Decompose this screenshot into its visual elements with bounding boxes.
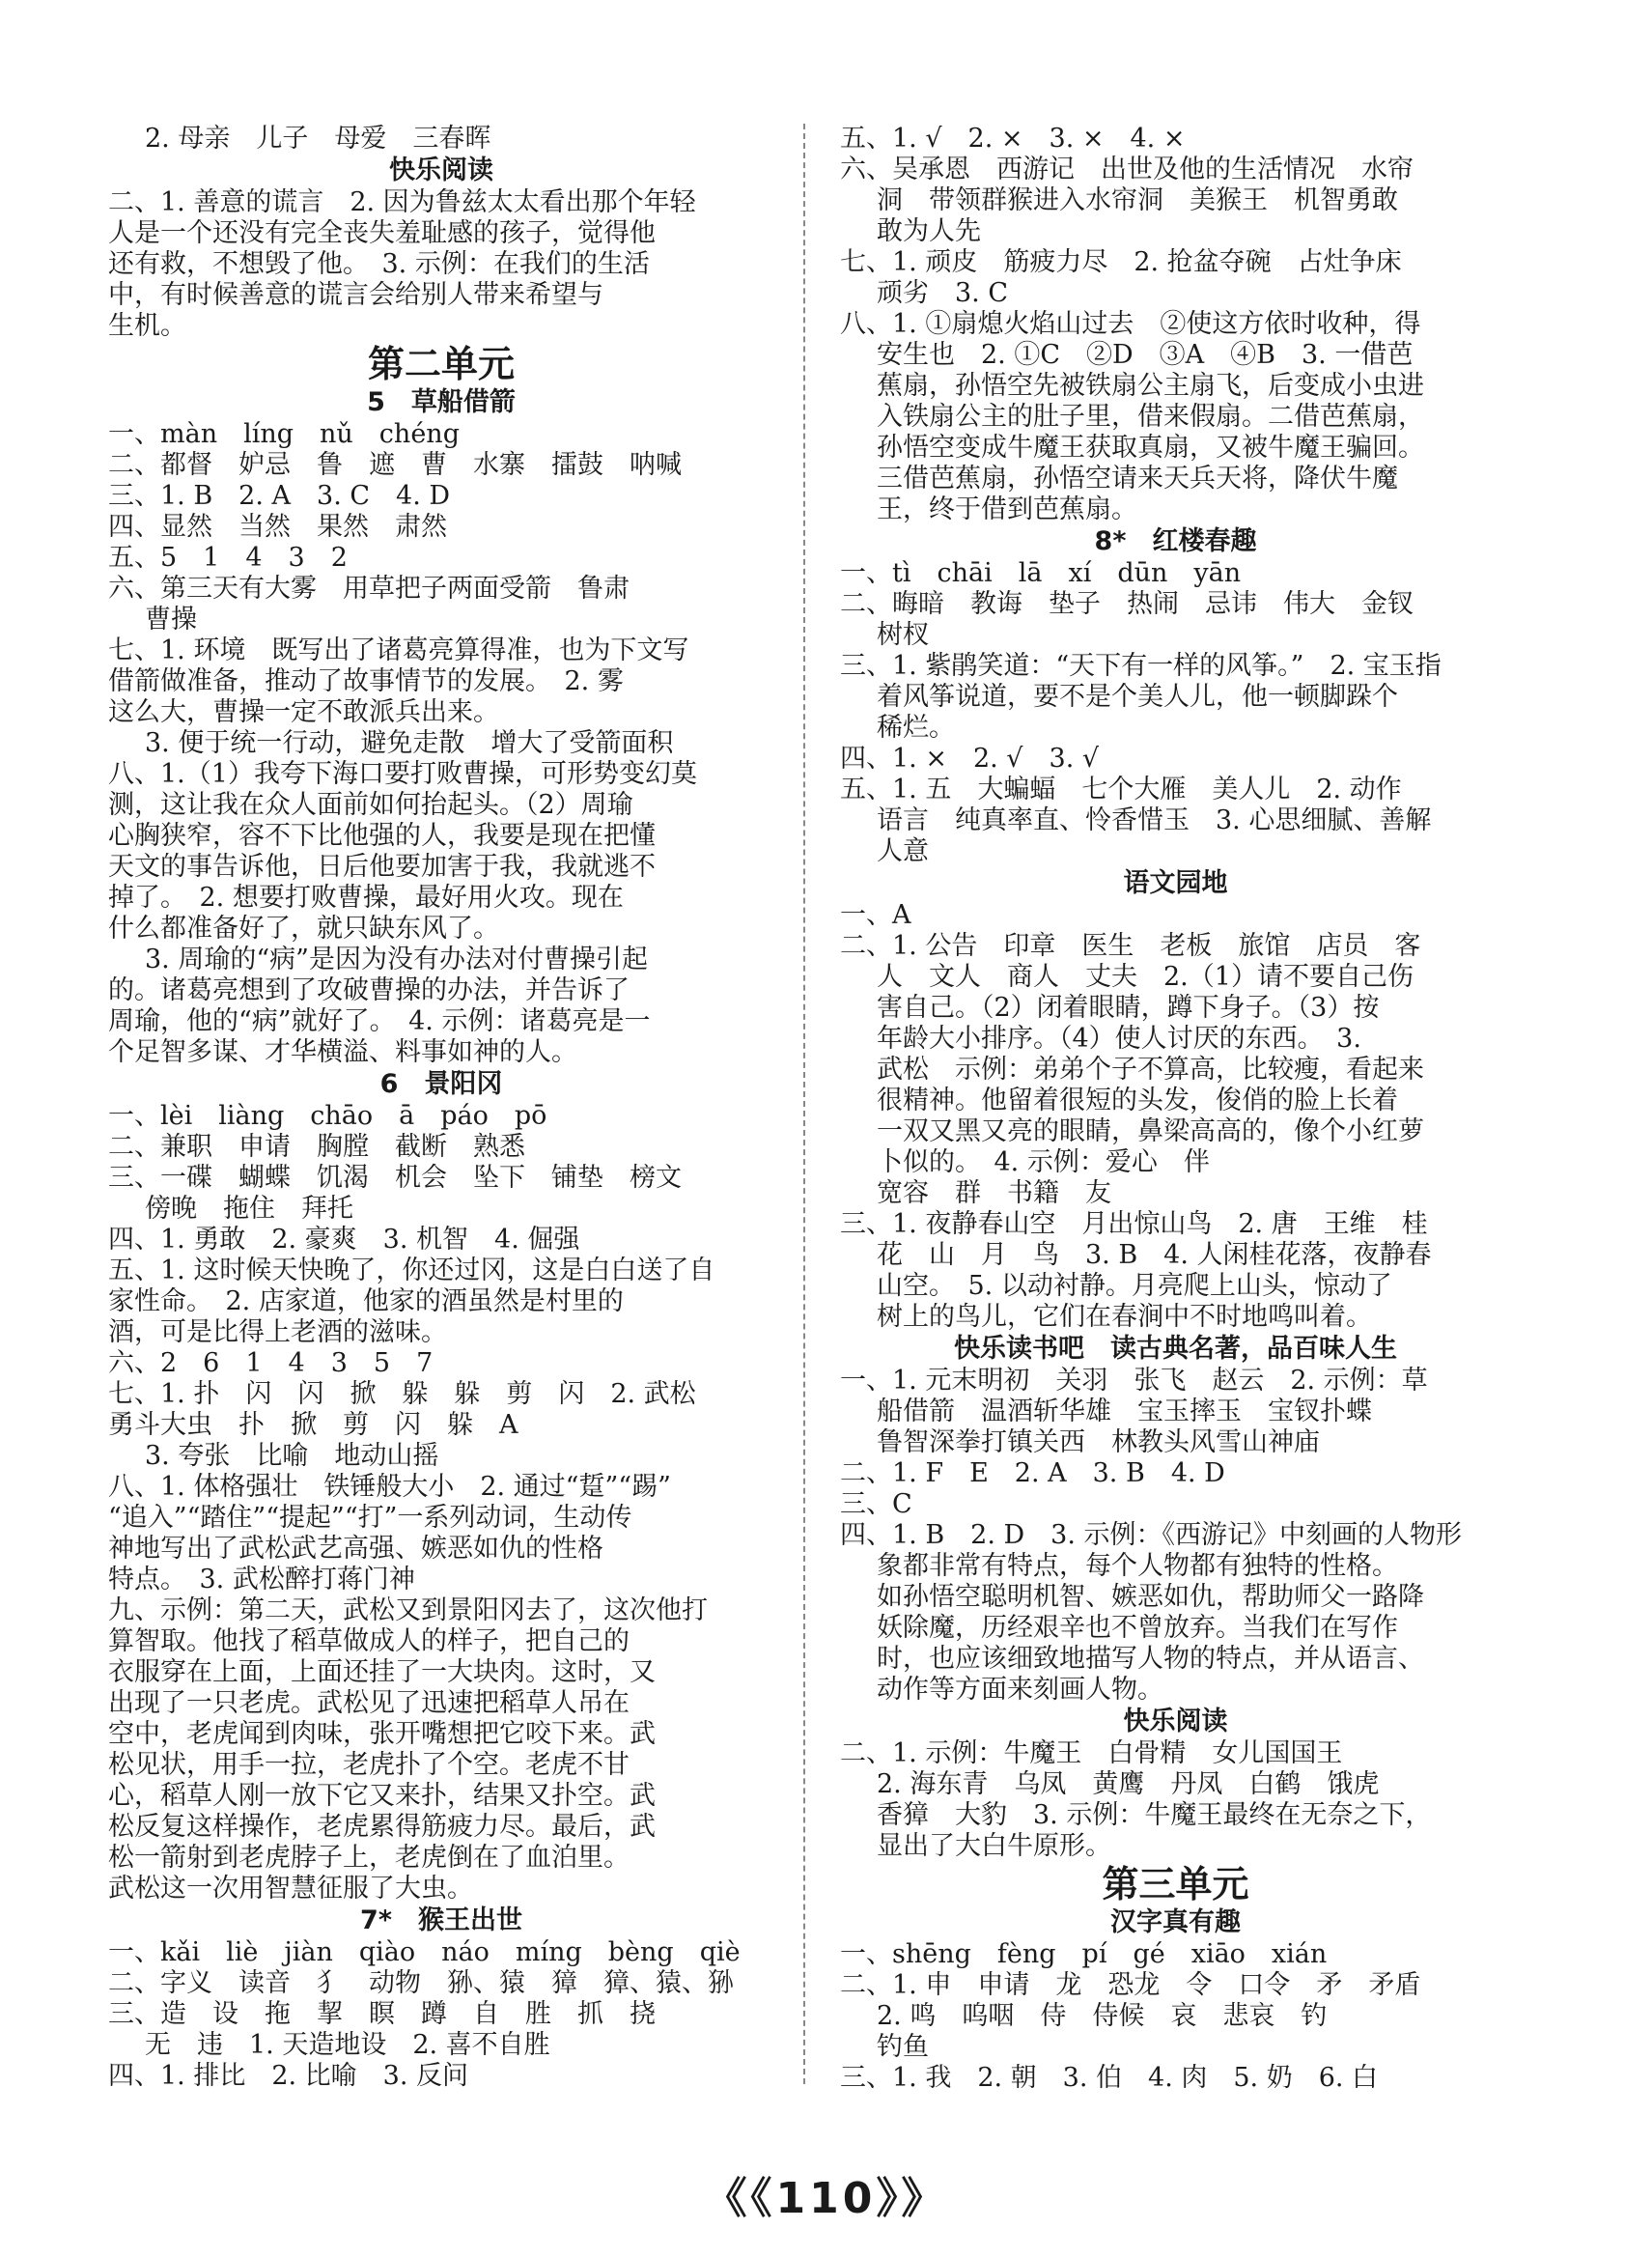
- answer-line: 二、1. 申 申请 龙 恐龙 令 口令 矛 矛盾: [840, 1970, 1421, 2000]
- answer-line: 一、tì chāi lā xí dūn yān: [840, 558, 1242, 588]
- answer-line: 二、都督 妒忌 鲁 遮 曹 水寨 擂鼓 呐喊: [108, 450, 682, 480]
- answer-line: 一、kǎi liè jiàn qiào náo míng bèng qiè: [108, 1937, 741, 1967]
- answer-line: 八、1. ①扇熄火焰山过去 ②使这方依时收种，得: [840, 309, 1421, 339]
- answer-line: 特点。 3. 武松醉打蒋门神: [108, 1565, 415, 1594]
- answer-line: 一、màn líng nǔ chéng: [108, 419, 460, 449]
- answer-line: 山空。 5. 以动衬静。月亮爬上山头，惊动了: [877, 1271, 1392, 1301]
- answer-line: 四、1. 勇敢 2. 豪爽 3. 机智 4. 倔强: [108, 1225, 580, 1255]
- answer-line: 出现了一只老虎。武松见了迅速把稻草人吊在: [108, 1688, 630, 1718]
- answer-line: 显出了大白牛原形。: [877, 1831, 1111, 1861]
- answer-line: 害自己。（2）闭着眼睛，蹲下身子。（3）按: [877, 993, 1380, 1023]
- left-answer-column: [108, 124, 774, 2092]
- answer-line: 五、1. 这时候天快晚了，你还过冈，这是白白送了自: [108, 1255, 715, 1285]
- answer-line: 香獐 大豹 3. 示例：牛魔王最终在无奈之下，: [877, 1800, 1432, 1830]
- section-heading: 8* 红楼春趣: [1094, 526, 1257, 556]
- answer-line: 神地写出了武松武艺高强、嫉恶如仇的性格: [108, 1534, 603, 1564]
- answer-line: 2. 鸣 呜咽 侍 侍候 哀 悲哀 钓: [877, 2001, 1328, 2031]
- answer-line: 王，终于借到芭蕉扇。: [877, 494, 1137, 524]
- answer-line: 稀烂。: [877, 713, 955, 743]
- section-heading: 快乐阅读: [389, 155, 493, 185]
- answer-line: 三、造 设 拖 挈 瞑 蹲 自 胜 抓 挠: [108, 1999, 656, 2029]
- section-heading: 语文园地: [1123, 868, 1228, 898]
- answer-line: 2. 母亲 儿子 母爱 三春晖: [145, 124, 491, 154]
- answer-line: 二、晦暗 教诲 垫子 热闹 忌讳 伟大 金钗: [840, 589, 1414, 619]
- answer-line: 七、1. 顽皮 筋疲力尽 2. 抢盆夺碗 占灶争床: [840, 247, 1402, 277]
- answer-line: 四、1. × 2. √ 3. √: [840, 744, 1100, 774]
- section-heading: 7* 猴王出世: [360, 1905, 522, 1935]
- answer-line: 2. 海东青 乌凤 黄鹰 丹凤 白鹤 饿虎: [877, 1769, 1380, 1799]
- answer-line: 什么都准备好了，就只缺东风了。: [108, 914, 499, 944]
- answer-line: 鲁智深拳打镇关西 林教头风雪山神庙: [877, 1427, 1320, 1457]
- answer-line: 时，也应该细致地描写人物的特点，并从语言、: [877, 1644, 1424, 1674]
- answer-line: 宽容 群 书籍 友: [877, 1178, 1111, 1208]
- answer-line: 一、lèi liàng chāo ā páo pō: [108, 1101, 547, 1131]
- answer-line: 傍晚 拖住 拜托: [145, 1194, 353, 1224]
- answer-line: 动作等方面来刻画人物。: [877, 1675, 1163, 1705]
- answer-line: 树上的鸟儿，它们在春涧中不时地鸣叫着。: [877, 1302, 1372, 1332]
- answer-line: 这么大，曹操一定不敢派兵出来。: [108, 697, 499, 727]
- answer-line: 人意: [877, 836, 929, 866]
- right-answer-column: [840, 124, 1511, 2094]
- answer-line: 一、1. 元末明初 关羽 张飞 赵云 2. 示例：草: [840, 1366, 1428, 1396]
- answer-line: 敢为人先: [877, 216, 981, 246]
- section-heading: 快乐读书吧 读古典名著，品百味人生: [954, 1334, 1397, 1364]
- answer-line: 一、A: [840, 900, 911, 930]
- answer-line: 六、吴承恩 西游记 出世及他的生活情况 水帘: [840, 155, 1414, 184]
- answer-line: 人是一个还没有完全丧失羞耻感的孩子，觉得他: [108, 218, 656, 248]
- answer-line: 很精神。他留着很短的头发，俊俏的脸上长着: [877, 1086, 1398, 1115]
- answer-line: 算智取。他找了稻草做成人的样子，把自己的: [108, 1626, 630, 1656]
- answer-line: 二、1. 公告 印章 医生 老板 旅馆 店员 客: [840, 931, 1421, 961]
- answer-line: 五、1. √ 2. × 3. × 4. ×: [840, 124, 1186, 154]
- answer-line: 二、1. 善意的谎言 2. 因为鲁兹太太看出那个年轻: [108, 187, 696, 217]
- section-heading: 5 草船借箭: [367, 387, 516, 417]
- answer-line: 顽劣 3. C: [877, 278, 1009, 308]
- answer-line: 三、1. 夜静春山空 月出惊山鸟 2. 唐 王维 桂: [840, 1209, 1428, 1239]
- answer-line: 衣服穿在上面，上面还挂了一大块肉。这时，又: [108, 1657, 656, 1687]
- answer-line: 妖除魔，历经艰辛也不曾放弃。当我们在写作: [877, 1613, 1398, 1643]
- answer-line: 孙悟空变成牛魔王获取真扇，又被牛魔王骗回。: [877, 433, 1424, 463]
- answer-line: 松一箭射到老虎脖子上，老虎倒在了血泊里。: [108, 1843, 630, 1873]
- answer-line: 人 文人 商人 丈夫 2.（1）请不要自己伤: [877, 962, 1414, 992]
- answer-line: 七、1. 环境 既写出了诸葛亮算得准，也为下文写: [108, 635, 689, 665]
- answer-line: 树杈: [877, 620, 929, 650]
- answer-line: 3. 周瑜的“病”是因为没有办法对付曹操引起: [145, 945, 648, 974]
- answer-line: 家性命。 2. 店家道，他家的酒虽然是村里的: [108, 1286, 624, 1316]
- answer-line: 曹操: [145, 605, 197, 635]
- answer-line: 勇斗大虫 扑 掀 剪 闪 躲 A: [108, 1410, 518, 1440]
- answer-line: 周瑜，他的“病”就好了。 4. 示例：诸葛亮是一: [108, 1006, 651, 1036]
- answer-line: 钓鱼: [877, 2032, 929, 2062]
- answer-line: 洞 带领群猴进入水帘洞 美猴王 机智勇敢: [877, 185, 1398, 215]
- answer-line: 空中，老虎闻到肉味，张开嘴想把它咬下来。武: [108, 1719, 656, 1749]
- answer-line: 三、C: [840, 1489, 912, 1519]
- section-heading: 6 景阳冈: [379, 1069, 503, 1099]
- answer-line: 三、一碟 蝴蝶 饥渴 机会 坠下 铺垫 榜文: [108, 1163, 682, 1193]
- answer-line: 二、字义 读音 犭 动物 狲、猿 獐 獐、猿、狲: [108, 1968, 734, 1998]
- answer-line: 语言 纯真率直、怜香惜玉 3. 心思细腻、善解: [877, 805, 1432, 835]
- answer-line: 入铁扇公主的肚子里，借来假扇。二借芭蕉扇，: [877, 402, 1424, 432]
- answer-line: 无 违 1. 天造地设 2. 喜不自胜: [145, 2030, 550, 2060]
- answer-line: 的。诸葛亮想到了攻破曹操的办法，并告诉了: [108, 975, 630, 1005]
- answer-line: 四、显然 当然 果然 肃然: [108, 512, 447, 542]
- unit-heading: 第三单元: [1102, 1863, 1249, 1905]
- answer-line: 六、第三天有大雾 用草把子两面受箭 鲁肃: [108, 574, 630, 604]
- page-number: 《《110》》: [704, 2174, 948, 2223]
- answer-line: 安生也 2. ①C ②D ③A ④B 3. 一借芭: [877, 340, 1414, 370]
- answer-line: 武松这一次用智慧征服了大虫。: [108, 1874, 473, 1904]
- answer-line: 卜似的。 4. 示例：爱心 伴: [877, 1147, 1210, 1177]
- answer-line: 二、1. F E 2. A 3. B 4. D: [840, 1458, 1225, 1488]
- answer-line: 象都非常有特点，每个人物都有独特的性格。: [877, 1551, 1398, 1581]
- answer-line: 心胸狭窄，容不下比他强的人，我要是现在把懂: [108, 821, 656, 851]
- answer-line: 借箭做准备，推动了故事情节的发展。 2. 雾: [108, 666, 624, 696]
- answer-line: 四、1. B 2. D 3. 示例：《西游记》中刻画的人物形: [840, 1520, 1463, 1550]
- answer-line: 八、1.（1）我夸下海口要打败曹操，可形势变幻莫: [108, 759, 697, 789]
- answer-line: 中，有时候善意的谎言会给别人带来希望与: [108, 280, 603, 310]
- section-heading: 快乐阅读: [1123, 1707, 1228, 1736]
- unit-heading: 第二单元: [367, 343, 515, 385]
- answer-line: “追入”“踏住”“提起”“打”一系列动词，生动传: [108, 1503, 632, 1533]
- answer-line: 八、1. 体格强壮 铁锤般大小 2. 通过“踅”“踢”: [108, 1472, 671, 1502]
- answer-line: 三、1. B 2. A 3. C 4. D: [108, 481, 451, 511]
- answer-line: 一双又黑又亮的眼睛，鼻梁高高的，像个小红萝: [877, 1116, 1424, 1146]
- answer-line: 心，稻草人刚一放下它又来扑，结果又扑空。武: [108, 1781, 656, 1811]
- answer-line: 松见状，用手一拉，老虎扑了个空。老虎不甘: [108, 1750, 630, 1780]
- answer-line: 个足智多谋、才华横溢、料事如神的人。: [108, 1037, 577, 1067]
- answer-line: 生机。: [108, 311, 186, 341]
- answer-line: 着风筝说道，要不是个美人儿，他一顿脚跺个: [877, 682, 1398, 712]
- answer-line: 还有救，不想毁了他。 3. 示例：在我们的生活: [108, 249, 650, 279]
- section-heading: 汉字真有趣: [1110, 1907, 1241, 1937]
- answer-line: 酒，可是比得上老酒的滋味。: [108, 1317, 447, 1347]
- answer-line: 五、1. 五 大蝙蝠 七个大雁 美人儿 2. 动作: [840, 775, 1402, 804]
- answer-line: 天文的事告诉他，日后他要加害于我，我就逃不: [108, 852, 656, 882]
- answer-line: 武松 示例：弟弟个子不算高，比较瘦，看起来: [877, 1055, 1424, 1085]
- answer-line: 3. 便于统一行动，避免走散 增大了受箭面积: [145, 728, 674, 758]
- answer-line: 3. 夸张 比喻 地动山摇: [145, 1441, 439, 1471]
- answer-line: 四、1. 排比 2. 比喻 3. 反问: [108, 2061, 469, 2091]
- answer-line: 三、1. 我 2. 朝 3. 伯 4. 肉 5. 奶 6. 白: [840, 2063, 1379, 2093]
- column-divider: [803, 124, 805, 2084]
- answer-line: 如孙悟空聪明机智、嫉恶如仇，帮助师父一路降: [877, 1582, 1424, 1612]
- answer-line: 二、兼职 申请 胸膛 截断 熟悉: [108, 1132, 525, 1162]
- answer-line: 花 山 月 鸟 3. B 4. 人闲桂花落，夜静春: [877, 1240, 1432, 1270]
- answer-line: 年龄大小排序。（4）使人讨厌的东西。 3.: [877, 1024, 1361, 1054]
- answer-line: 掉了。 2. 想要打败曹操，最好用火攻。现在: [108, 883, 624, 913]
- answer-line: 二、1. 示例：牛魔王 白骨精 女儿国国王: [840, 1738, 1343, 1768]
- answer-line: 松反复这样操作，老虎累得筋疲力尽。最后，武: [108, 1812, 656, 1842]
- answer-line: 七、1. 扑 闪 闪 掀 躲 躲 剪 闪 2. 武松: [108, 1379, 696, 1409]
- answer-line: 六、2 6 1 4 3 5 7: [108, 1348, 434, 1378]
- answer-line: 船借箭 温酒斩华雄 宝玉摔玉 宝钗扑蝶: [877, 1397, 1372, 1426]
- answer-line: 测，这让我在众人面前如何抬起头。（2）周瑜: [108, 790, 633, 820]
- answer-line: 蕉扇，孙悟空先被铁扇公主扇飞，后变成小虫进: [877, 371, 1424, 401]
- answer-line: 九、示例：第二天，武松又到景阳冈去了，这次他打: [108, 1595, 708, 1625]
- answer-line: 五、5 1 4 3 2: [108, 543, 348, 573]
- answer-line: 三、1. 紫鹃笑道：“天下有一样的风筝。” 2. 宝玉指: [840, 651, 1442, 681]
- answer-line: 三借芭蕉扇，孙悟空请来天兵天将，降伏牛魔: [877, 464, 1398, 494]
- answer-line: 一、shēng fèng pí gé xiāo xián: [840, 1939, 1328, 1969]
